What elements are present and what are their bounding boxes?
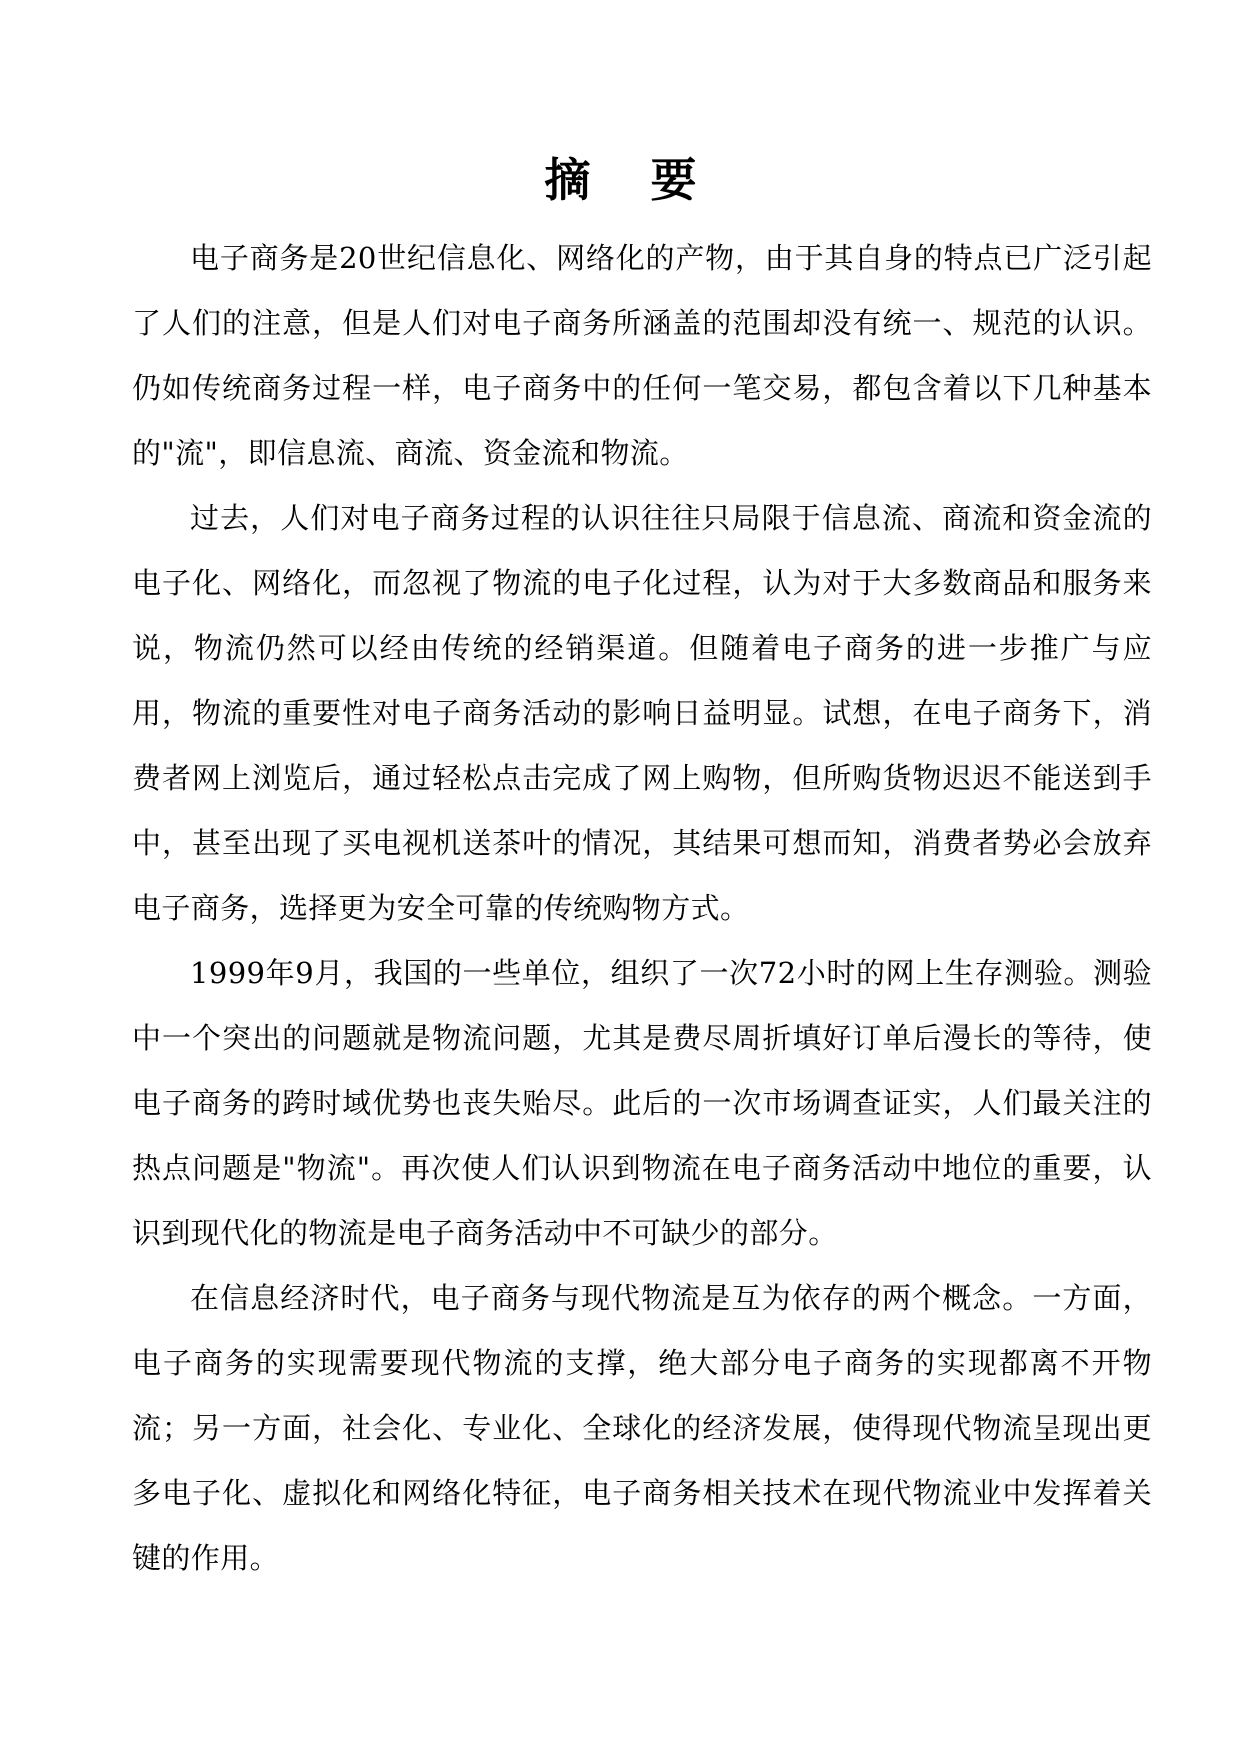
paragraph-2: 过去，人们对电子商务过程的认识往往只局限于信息流、商流和资金流的电子化、网络化，而忽视了物流的电子化过程，认为对于大多数商品和服务来说，物流仍然可以经由传统的经销渠道。但随着电子商务的进一步推广与应用，物流的重要性对电子商务活动的影响日益明显。试想，在电子商务下，消费者网上浏览后，通过轻松点击完成了网上购物，但所购货物迟迟不能送到手中，甚至出现了买电视机送茶叶的情况，其结果可想而知，消费者势必会放弃电子商务，选择更为安全可靠的传统购物方式。 — [132, 501, 1152, 925]
paragraph-3: 1999年9月，我国的一些单位，组织了一次72小时的网上生存测验。测验中一个突出的问题就是物流问题，尤其是费尽周折填好订单后漫长的等待，使电子商务的跨时域优势也丧失贻尽。此后的一次市场调查证实，人们最关注的热点问题是"物流"。再次使人们认识到物流在电子商务活动中地位的重要，认识到现代化的物流是电子商务活动中不可缺少的部分。 — [132, 956, 1152, 1250]
paragraph-4: 在信息经济时代，电子商务与现代物流是互为依存的两个概念。一方面，电子商务的实现需要现代物流的支撑，绝大部分电子商务的实现都离不开物流；另一方面，社会化、专业化、全球化的经济发展，使得现代物流呈现出更多电子化、虚拟化和网络化特征，电子商务相关技术在现代物流业中发挥着关键的作用。 — [132, 1281, 1152, 1575]
abstract-body — [132, 226, 1152, 1591]
page-title: 摘 要 — [544, 153, 719, 207]
paragraph-1: 电子商务是20世纪信息化、网络化的产物，由于其自身的特点已广泛引起了人们的注意，但是人们对电子商务所涵盖的范围却没有统一、规范的认识。仍如传统商务过程一样，电子商务中的任何一笔交易，都包含着以下几种基本的"流"，即信息流、商流、资金流和物流。 — [132, 241, 1152, 470]
